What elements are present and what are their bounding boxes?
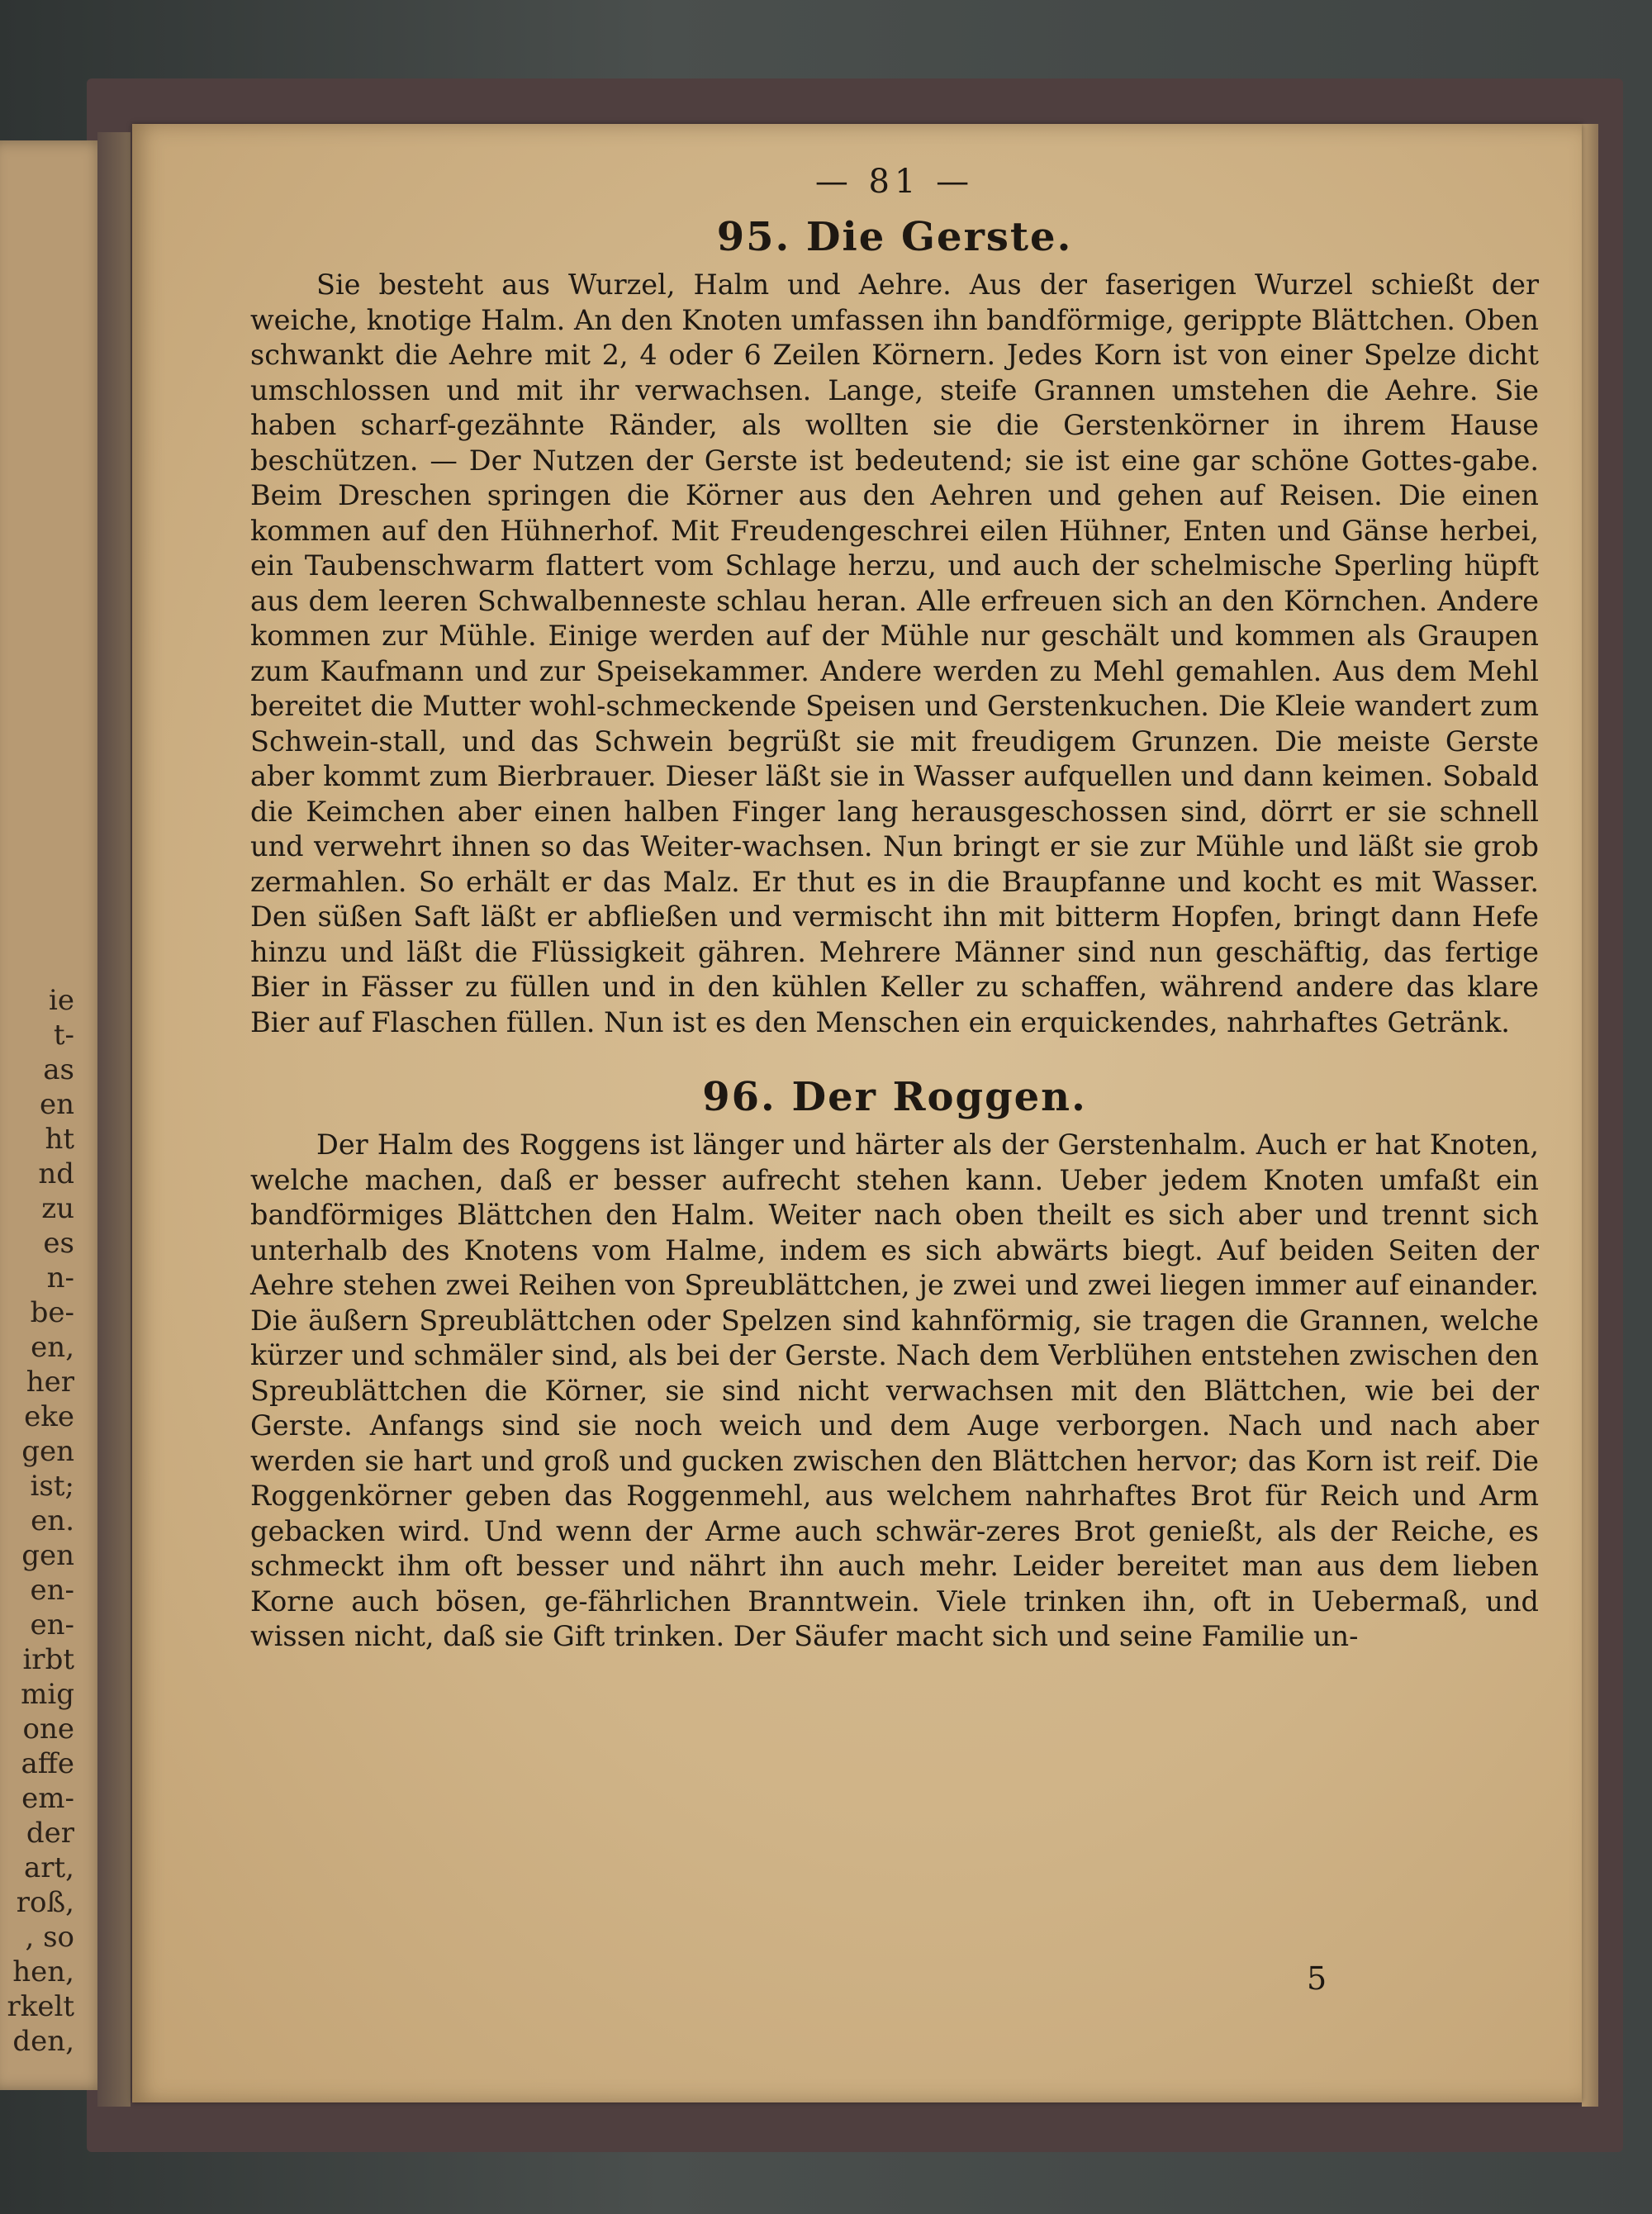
section-body-gerste: Sie besteht aus Wurzel, Halm und Aehre. Aus der faserigen Wurzel schießt der weiche, knotige Halm. An den Knoten umfassen ihn bandförmige, gerippte Blättchen. Oben schwankt die Aehre mit 2, 4 oder 6 Zeilen Körnern. Jedes Korn ist von einer Spelze dicht umschlossen und mit ihr verwachsen. Lange, steife Grannen umstehen die Aehre. Sie haben scharf-gezähnte Ränder, als wollten sie die Gerstenkörner in ihrem Hause beschützen. — Der Nutzen der Gerste ist bedeutend; sie ist eine gar schöne Gottes-gabe. Beim Dreschen springen die Körner aus den Aehren und gehen auf Reisen. Die einen kommen auf den Hühnerhof. Mit Freudengeschrei eilen Hühner, Enten und Gänse herbei, ein Taubenschwarm flattert vom Schlage herzu, und auch der schelmische Sperling hüpft aus dem leeren Schwalbenneste schlau heran. Alle erfreuen sich an den Körnchen. Andere kommen zur Mühle. Einige werden auf der Mühle nur geschält und kommen als Graupen zum Kaufmann und zur Speisekammer. Andere werden zu Mehl gemahlen. Aus dem Mehl bereitet die Mutter wohl-schmeckende Speisen und Gerstenkuchen. Die Kleie wandert zum Schwein-stall, und das Schwein begrüßt sie mit freudigem Grunzen. Die meiste Gerste aber kommt zum Bierbrauer. Dieser läßt sie in Wasser aufquellen und dann keimen. Sobald die Keimchen aber einen halben Finger lang herausgeschossen sind, dörrt er sie schnell und verwehrt ihnen so das Weiter-wachsen. Nun bringt er sie zur Mühle und läßt sie grob zermahlen. So erhält er das Malz. Er thut es in die Braupfanne und kocht es mit Wasser. Den süßen Saft läßt er abfließen und vermischt ihn mit bitterm Hopfen, bringt dann Hefe hinzu und läßt die Flüssigkeit gähren. Mehrere Männer sind nun geschäftig, das fertige Bier in Fässer zu füllen und in den kühlen Keller zu schaffen, während andere das klare Bier auf Flaschen füllen. Nun ist es den Menschen ein erquickendes, nahrhaftes Getränk.	[250, 268, 1539, 1038]
book-page	[132, 124, 1582, 2102]
page-content	[250, 157, 1539, 1655]
section-title-roggen: 96. Der Roggen.	[702, 1074, 1087, 1120]
book-gutter	[97, 132, 131, 2107]
left-page	[0, 140, 107, 2090]
left-page-text-fragments: ie t- as en ht nd zu es n- be- en, her eke gen ist; en. gen en- en- irbt mig one affe em- der art, roß, , so hen, rkelt den,	[7, 984, 74, 2058]
page-edge	[1582, 124, 1598, 2107]
section-body-roggen: Der Halm des Roggens ist länger und härter als der Gerstenhalm. Auch er hat Knoten, welche machen, daß er besser aufrecht stehen kann. Ueber jedem Knoten umfaßt ein bandförmiges Blättchen den Halm. Weiter nach oben theilt es sich aber und trennt sich unterhalb des Knotens vom Halme, indem es sich abwärts biegt. Auf beiden Seiten der Aehre stehen zwei Reihen von Spreublättchen, je zwei und zwei liegen immer auf einander. Die äußern Spreublättchen oder Spelzen sind kahnförmig, sie tragen die Grannen, welche kürzer und schmäler sind, als bei der Gerste. Nach dem Verblühen entstehen zwischen den Spreublättchen die Körner, sie sind nicht verwachsen mit den Blättchen, wie bei der Gerste. Anfangs sind sie noch weich und dem Auge verborgen. Nach und nach aber werden sie hart und groß und gucken zwischen den Blättchen hervor; das Korn ist reif. Die Roggenkörner geben das Roggenmehl, aus welchem nahrhaftes Brot für Reich und Arm gebacken wird. Und wenn der Arme auch schwär-zeres Brot genießt, als der Reiche, es schmeckt ihm oft besser und nährt ihn auch mehr. Leider bereitet man aus dem lieben Korne auch bösen, ge-fährlichen Branntwein. Viele trinken ihn, oft in Uebermaß, und wissen nicht, daß sie Gift trinken. Der Säufer macht sich und seine Familie un-	[250, 1128, 1539, 1652]
page-number: — 81 —	[814, 163, 975, 201]
section-title-gerste: 95. Die Gerste.	[716, 214, 1073, 260]
signature-mark: 5	[1307, 1960, 1327, 1997]
